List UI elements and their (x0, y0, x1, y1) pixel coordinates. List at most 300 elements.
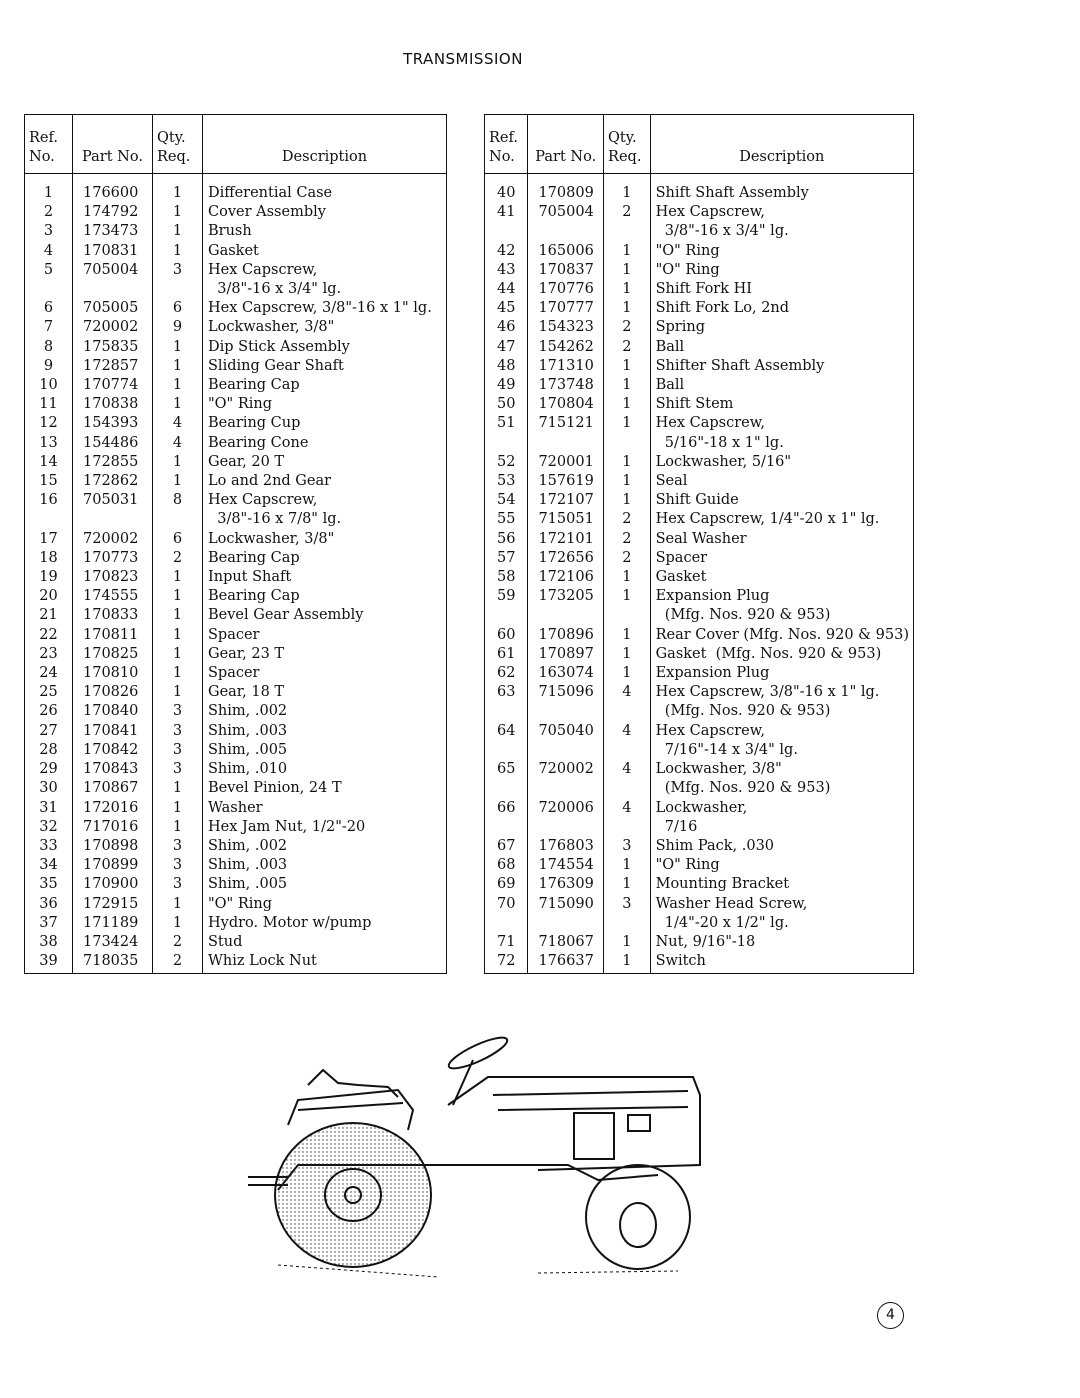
qty-cell: 1 (604, 376, 651, 395)
part-no-cell: 172857 (73, 357, 153, 376)
description-cell: Gear, 23 T (203, 645, 447, 664)
ref-cell: 45 (496, 300, 516, 317)
ref-cell: 11 (39, 396, 58, 413)
qty-cell: 2 (604, 530, 651, 549)
description-cell: Spacer (650, 549, 913, 568)
part-no-cell: 176600 (73, 174, 153, 204)
qty-cell: 1 (604, 395, 651, 414)
part-no-cell: 705004 (528, 203, 604, 222)
part-no-cell (528, 222, 604, 241)
hood-side-grille (574, 1113, 614, 1159)
header-ref-line1: Ref. (29, 130, 58, 146)
table-row (25, 395, 447, 414)
part-no-cell: 170804 (528, 395, 604, 414)
qty-cell: 2 (604, 549, 651, 568)
table-row (485, 664, 914, 683)
part-no-cell: 715090 (528, 895, 604, 914)
description-cell: Lockwasher, (650, 799, 913, 818)
part-no-cell: 170867 (73, 779, 153, 798)
table-row (25, 472, 447, 491)
ref-cell: 35 (39, 876, 58, 893)
part-no-cell (528, 741, 604, 760)
table-row (25, 549, 447, 568)
parts-table-right (484, 114, 914, 974)
table-row (485, 741, 914, 760)
ref-cell (485, 222, 528, 241)
ref-cell: 15 (39, 473, 58, 490)
part-no-cell: 720002 (73, 530, 153, 549)
qty-cell (153, 280, 203, 299)
qty-cell: 6 (153, 530, 203, 549)
ref-cell (25, 510, 73, 529)
part-no-cell: 720002 (528, 760, 604, 779)
qty-cell: 1 (153, 914, 203, 933)
qty-cell: 3 (604, 837, 651, 856)
table-row (485, 491, 914, 510)
qty-cell: 1 (153, 222, 203, 241)
description-cell: "O" Ring (650, 856, 913, 875)
description-cell: Lockwasher, 5/16" (650, 453, 913, 472)
part-no-cell (528, 606, 604, 625)
description-cell: Seal (650, 472, 913, 491)
part-no-cell (528, 818, 604, 837)
tractor-illustration (238, 1015, 708, 1300)
table-row (25, 760, 447, 779)
header-qty (153, 115, 203, 174)
qty-cell: 1 (153, 174, 203, 204)
header-ref (485, 115, 528, 174)
part-no-cell: 170773 (73, 549, 153, 568)
qty-cell: 2 (604, 318, 651, 337)
description-cell: Shift Fork Lo, 2nd (650, 299, 913, 318)
table-row (485, 395, 914, 414)
part-no-cell: 170826 (73, 683, 153, 702)
ref-cell: 41 (496, 204, 516, 221)
part-no-cell: 172106 (528, 568, 604, 587)
qty-cell: 4 (153, 414, 203, 433)
ref-cell: 57 (496, 549, 516, 566)
header-qty-line2: Req. (157, 149, 191, 165)
part-no-cell (528, 914, 604, 933)
table-row (25, 741, 447, 760)
qty-cell: 2 (604, 510, 651, 529)
qty-cell: 1 (604, 587, 651, 606)
description-cell: Hex Capscrew, 3/8"-16 x 1" lg. (203, 299, 447, 318)
qty-cell: 1 (153, 472, 203, 491)
part-no-cell: 170838 (73, 395, 153, 414)
description-cell: (Mfg. Nos. 920 & 953) (650, 702, 913, 721)
ref-cell: 31 (39, 799, 58, 816)
ref-cell (25, 280, 73, 299)
part-no-cell: 170898 (73, 837, 153, 856)
table-row (25, 818, 447, 837)
table-row (25, 664, 447, 683)
table-row (485, 645, 914, 664)
description-cell: Gasket (650, 568, 913, 587)
ref-cell: 70 (496, 895, 516, 912)
description-cell: Shift Stem (650, 395, 913, 414)
ref-cell: 7 (43, 319, 54, 336)
parts-table-left-body (25, 174, 447, 974)
qty-cell: 2 (604, 203, 651, 222)
part-no-cell: 170842 (73, 741, 153, 760)
description-cell: Shift Shaft Assembly (650, 174, 913, 204)
description-cell: Bearing Cup (203, 414, 447, 433)
front-wheel-hub (620, 1203, 656, 1247)
ref-cell: 22 (39, 626, 58, 643)
table-row (25, 952, 447, 974)
part-no-cell (528, 434, 604, 453)
qty-cell: 8 (153, 491, 203, 510)
description-cell: Mounting Bracket (650, 875, 913, 894)
part-no-cell (73, 510, 153, 529)
qty-cell: 1 (153, 568, 203, 587)
description-cell: Nut, 9/16"-18 (650, 933, 913, 952)
ref-cell: 71 (496, 933, 516, 950)
ref-cell (485, 434, 528, 453)
table-row (25, 491, 447, 510)
table-row (485, 318, 914, 337)
hood-emblem (628, 1115, 650, 1131)
description-cell: Cover Assembly (203, 203, 447, 222)
table-row (485, 895, 914, 914)
part-no-cell: 165006 (528, 242, 604, 261)
qty-cell: 2 (153, 952, 203, 974)
part-no-cell: 172915 (73, 895, 153, 914)
part-no-cell: 715096 (528, 683, 604, 702)
description-cell: Gasket (Mfg. Nos. 920 & 953) (650, 645, 913, 664)
description-cell: Spacer (203, 664, 447, 683)
part-no-cell: 175835 (73, 338, 153, 357)
qty-cell: 1 (604, 174, 651, 204)
description-cell: Seal Washer (650, 530, 913, 549)
description-cell: Hex Capscrew, 3/8"-16 x 1" lg. (650, 683, 913, 702)
table-row (485, 357, 914, 376)
ref-cell: 54 (496, 492, 516, 509)
description-cell: Shim, .005 (203, 741, 447, 760)
description-cell: "O" Ring (650, 261, 913, 280)
table-row (485, 242, 914, 261)
part-no-cell: 170899 (73, 856, 153, 875)
qty-cell: 3 (153, 261, 203, 280)
part-no-cell: 170776 (528, 280, 604, 299)
ref-cell: 60 (496, 626, 516, 643)
description-cell: Hydro. Motor w/pump (203, 914, 447, 933)
description-cell: Shim, .002 (203, 702, 447, 721)
description-cell: Rear Cover (Mfg. Nos. 920 & 953) (650, 626, 913, 645)
part-no-cell: 170823 (73, 568, 153, 587)
part-no-cell: 172855 (73, 453, 153, 472)
page-title: TRANSMISSION (403, 50, 523, 68)
header-description: Description (650, 115, 913, 174)
ref-cell: 40 (496, 185, 516, 201)
ref-cell: 66 (496, 799, 516, 816)
ref-cell: 36 (39, 895, 58, 912)
table-row (25, 645, 447, 664)
qty-cell: 1 (604, 856, 651, 875)
qty-cell (604, 914, 651, 933)
description-cell: Spacer (203, 626, 447, 645)
part-no-cell: 174555 (73, 587, 153, 606)
description-cell: Hex Capscrew, (650, 203, 913, 222)
table-row (25, 318, 447, 337)
part-no-cell (73, 280, 153, 299)
ref-cell: 12 (39, 415, 58, 432)
qty-cell: 3 (153, 760, 203, 779)
ref-cell: 4 (43, 242, 54, 259)
part-no-cell: 174554 (528, 856, 604, 875)
part-no-cell: 170833 (73, 606, 153, 625)
part-no-cell: 154323 (528, 318, 604, 337)
description-cell: 7/16"-14 x 3/4" lg. (650, 741, 913, 760)
description-cell: Bevel Gear Assembly (203, 606, 447, 625)
table-row (485, 722, 914, 741)
steering-wheel (446, 1032, 511, 1074)
description-cell: "O" Ring (650, 242, 913, 261)
qty-cell (604, 741, 651, 760)
part-no-cell: 170897 (528, 645, 604, 664)
ref-cell: 6 (43, 300, 54, 317)
part-no-cell: 173205 (528, 587, 604, 606)
description-cell: 3/8"-16 x 3/4" lg. (203, 280, 447, 299)
table-row (485, 626, 914, 645)
ref-cell: 39 (39, 953, 58, 970)
table-row (485, 683, 914, 702)
ref-cell: 24 (39, 665, 58, 682)
description-cell: "O" Ring (203, 895, 447, 914)
part-no-cell: 172862 (73, 472, 153, 491)
description-cell: Spring (650, 318, 913, 337)
ref-cell: 30 (39, 780, 58, 797)
qty-cell: 1 (153, 242, 203, 261)
table-row (485, 587, 914, 606)
ref-cell: 48 (496, 357, 516, 374)
qty-cell: 1 (604, 453, 651, 472)
qty-cell: 2 (153, 933, 203, 952)
table-row (25, 895, 447, 914)
qty-cell: 1 (153, 376, 203, 395)
description-cell: Shim, .003 (203, 722, 447, 741)
ref-cell: 59 (496, 588, 516, 605)
header-ref-line1: Ref. (489, 130, 518, 146)
part-no-cell (528, 779, 604, 798)
table-row (485, 530, 914, 549)
header-part-no: Part No. (73, 115, 153, 174)
ref-cell: 62 (496, 665, 516, 682)
description-cell: (Mfg. Nos. 920 & 953) (650, 779, 913, 798)
qty-cell: 1 (153, 626, 203, 645)
fender-trim-line (298, 1103, 403, 1110)
front-wheel (586, 1165, 690, 1269)
ref-cell (485, 779, 528, 798)
table-row (25, 280, 447, 299)
ref-cell: 58 (496, 569, 516, 586)
ref-cell: 52 (496, 453, 516, 470)
table-row (485, 549, 914, 568)
ref-cell: 16 (39, 492, 58, 509)
ref-cell: 38 (39, 933, 58, 950)
description-cell: Shift Fork HI (650, 280, 913, 299)
description-cell: Shifter Shaft Assembly (650, 357, 913, 376)
qty-cell: 1 (604, 414, 651, 433)
header-qty-line1: Qty. (157, 130, 186, 146)
table-row (25, 203, 447, 222)
table-row (25, 837, 447, 856)
table-row (485, 799, 914, 818)
table-row (485, 434, 914, 453)
description-cell: Bevel Pinion, 24 T (203, 779, 447, 798)
qty-cell: 1 (153, 203, 203, 222)
qty-cell: 1 (153, 895, 203, 914)
table-row (485, 606, 914, 625)
part-no-cell: 170811 (73, 626, 153, 645)
description-cell: Expansion Plug (650, 664, 913, 683)
description-cell: Brush (203, 222, 447, 241)
description-cell: Shim, .010 (203, 760, 447, 779)
table-row (485, 174, 914, 204)
part-no-cell: 170777 (528, 299, 604, 318)
ref-cell: 51 (496, 415, 516, 432)
description-cell: Gear, 18 T (203, 683, 447, 702)
table-row (485, 299, 914, 318)
table-row (25, 856, 447, 875)
part-no-cell: 170841 (73, 722, 153, 741)
seat-outline (308, 1070, 398, 1097)
header-ref-line2: No. (29, 149, 55, 165)
qty-cell (604, 434, 651, 453)
description-cell: Gasket (203, 242, 447, 261)
description-cell: Sliding Gear Shaft (203, 357, 447, 376)
table-row (25, 875, 447, 894)
description-cell: Lockwasher, 3/8" (203, 530, 447, 549)
table-row (485, 856, 914, 875)
description-cell: (Mfg. Nos. 920 & 953) (650, 606, 913, 625)
description-cell: Switch (650, 952, 913, 974)
ground-line (278, 1265, 678, 1277)
qty-cell: 4 (153, 434, 203, 453)
description-cell: Washer Head Screw, (650, 895, 913, 914)
hood-trim (493, 1091, 688, 1110)
part-no-cell: 173473 (73, 222, 153, 241)
table-row (25, 414, 447, 433)
table-row (25, 376, 447, 395)
qty-cell (604, 222, 651, 241)
qty-cell: 1 (153, 645, 203, 664)
part-no-cell: 176309 (528, 875, 604, 894)
description-cell: Expansion Plug (650, 587, 913, 606)
qty-cell: 3 (604, 895, 651, 914)
part-no-cell: 170896 (528, 626, 604, 645)
table-row (25, 702, 447, 721)
table-row (485, 875, 914, 894)
part-no-cell: 171189 (73, 914, 153, 933)
qty-cell (604, 606, 651, 625)
description-cell: Shift Guide (650, 491, 913, 510)
description-cell: Ball (650, 338, 913, 357)
table-row (485, 203, 914, 222)
description-cell: Gear, 20 T (203, 453, 447, 472)
table-row (485, 376, 914, 395)
qty-cell: 1 (153, 357, 203, 376)
header-qty-line2: Req. (608, 149, 642, 165)
ref-cell: 5 (43, 261, 54, 278)
ref-cell: 68 (496, 857, 516, 874)
ref-cell: 25 (39, 684, 58, 701)
description-cell: 5/16"-18 x 1" lg. (650, 434, 913, 453)
ref-cell (485, 818, 528, 837)
description-cell: 3/8"-16 x 3/4" lg. (650, 222, 913, 241)
table-row (25, 510, 447, 529)
part-no-cell: 718035 (73, 952, 153, 974)
ref-cell: 13 (39, 434, 58, 451)
table-row (485, 818, 914, 837)
ref-cell: 56 (496, 530, 516, 547)
part-no-cell: 176803 (528, 837, 604, 856)
description-cell: Bearing Cone (203, 434, 447, 453)
ref-cell: 29 (39, 761, 58, 778)
description-cell: "O" Ring (203, 395, 447, 414)
ref-cell: 21 (39, 607, 58, 624)
qty-cell: 1 (604, 261, 651, 280)
qty-cell: 3 (153, 837, 203, 856)
description-cell: Ball (650, 376, 913, 395)
table-row (25, 683, 447, 702)
ref-cell: 64 (496, 722, 516, 739)
table-row (485, 510, 914, 529)
qty-cell: 6 (153, 299, 203, 318)
description-cell: Stud (203, 933, 447, 952)
ref-cell: 27 (39, 722, 58, 739)
table-row (485, 779, 914, 798)
part-no-cell: 176637 (528, 952, 604, 974)
ref-cell: 2 (43, 204, 54, 221)
table-row (485, 702, 914, 721)
qty-cell: 1 (153, 587, 203, 606)
ref-cell: 8 (43, 338, 54, 355)
part-no-cell: 170837 (528, 261, 604, 280)
part-no-cell (528, 702, 604, 721)
part-no-cell: 170810 (73, 664, 153, 683)
part-no-cell: 720001 (528, 453, 604, 472)
ref-cell: 32 (39, 818, 58, 835)
table-row (25, 222, 447, 241)
ref-cell: 55 (496, 511, 516, 528)
part-no-cell: 170843 (73, 760, 153, 779)
ref-cell: 18 (39, 549, 58, 566)
table-row (485, 453, 914, 472)
ref-cell: 63 (496, 684, 516, 701)
table-row (25, 261, 447, 280)
qty-cell: 4 (604, 683, 651, 702)
description-cell: Whiz Lock Nut (203, 952, 447, 974)
qty-cell: 1 (153, 683, 203, 702)
table-row (25, 453, 447, 472)
ref-cell: 14 (39, 453, 58, 470)
qty-cell (604, 702, 651, 721)
ref-cell: 61 (496, 645, 516, 662)
part-no-cell: 715121 (528, 414, 604, 433)
ref-cell (485, 741, 528, 760)
table-row (25, 568, 447, 587)
qty-cell: 1 (604, 242, 651, 261)
table-row (25, 434, 447, 453)
qty-cell: 9 (153, 318, 203, 337)
qty-cell: 4 (604, 760, 651, 779)
table-row (25, 530, 447, 549)
qty-cell: 1 (153, 395, 203, 414)
qty-cell: 2 (604, 338, 651, 357)
qty-cell: 1 (153, 606, 203, 625)
